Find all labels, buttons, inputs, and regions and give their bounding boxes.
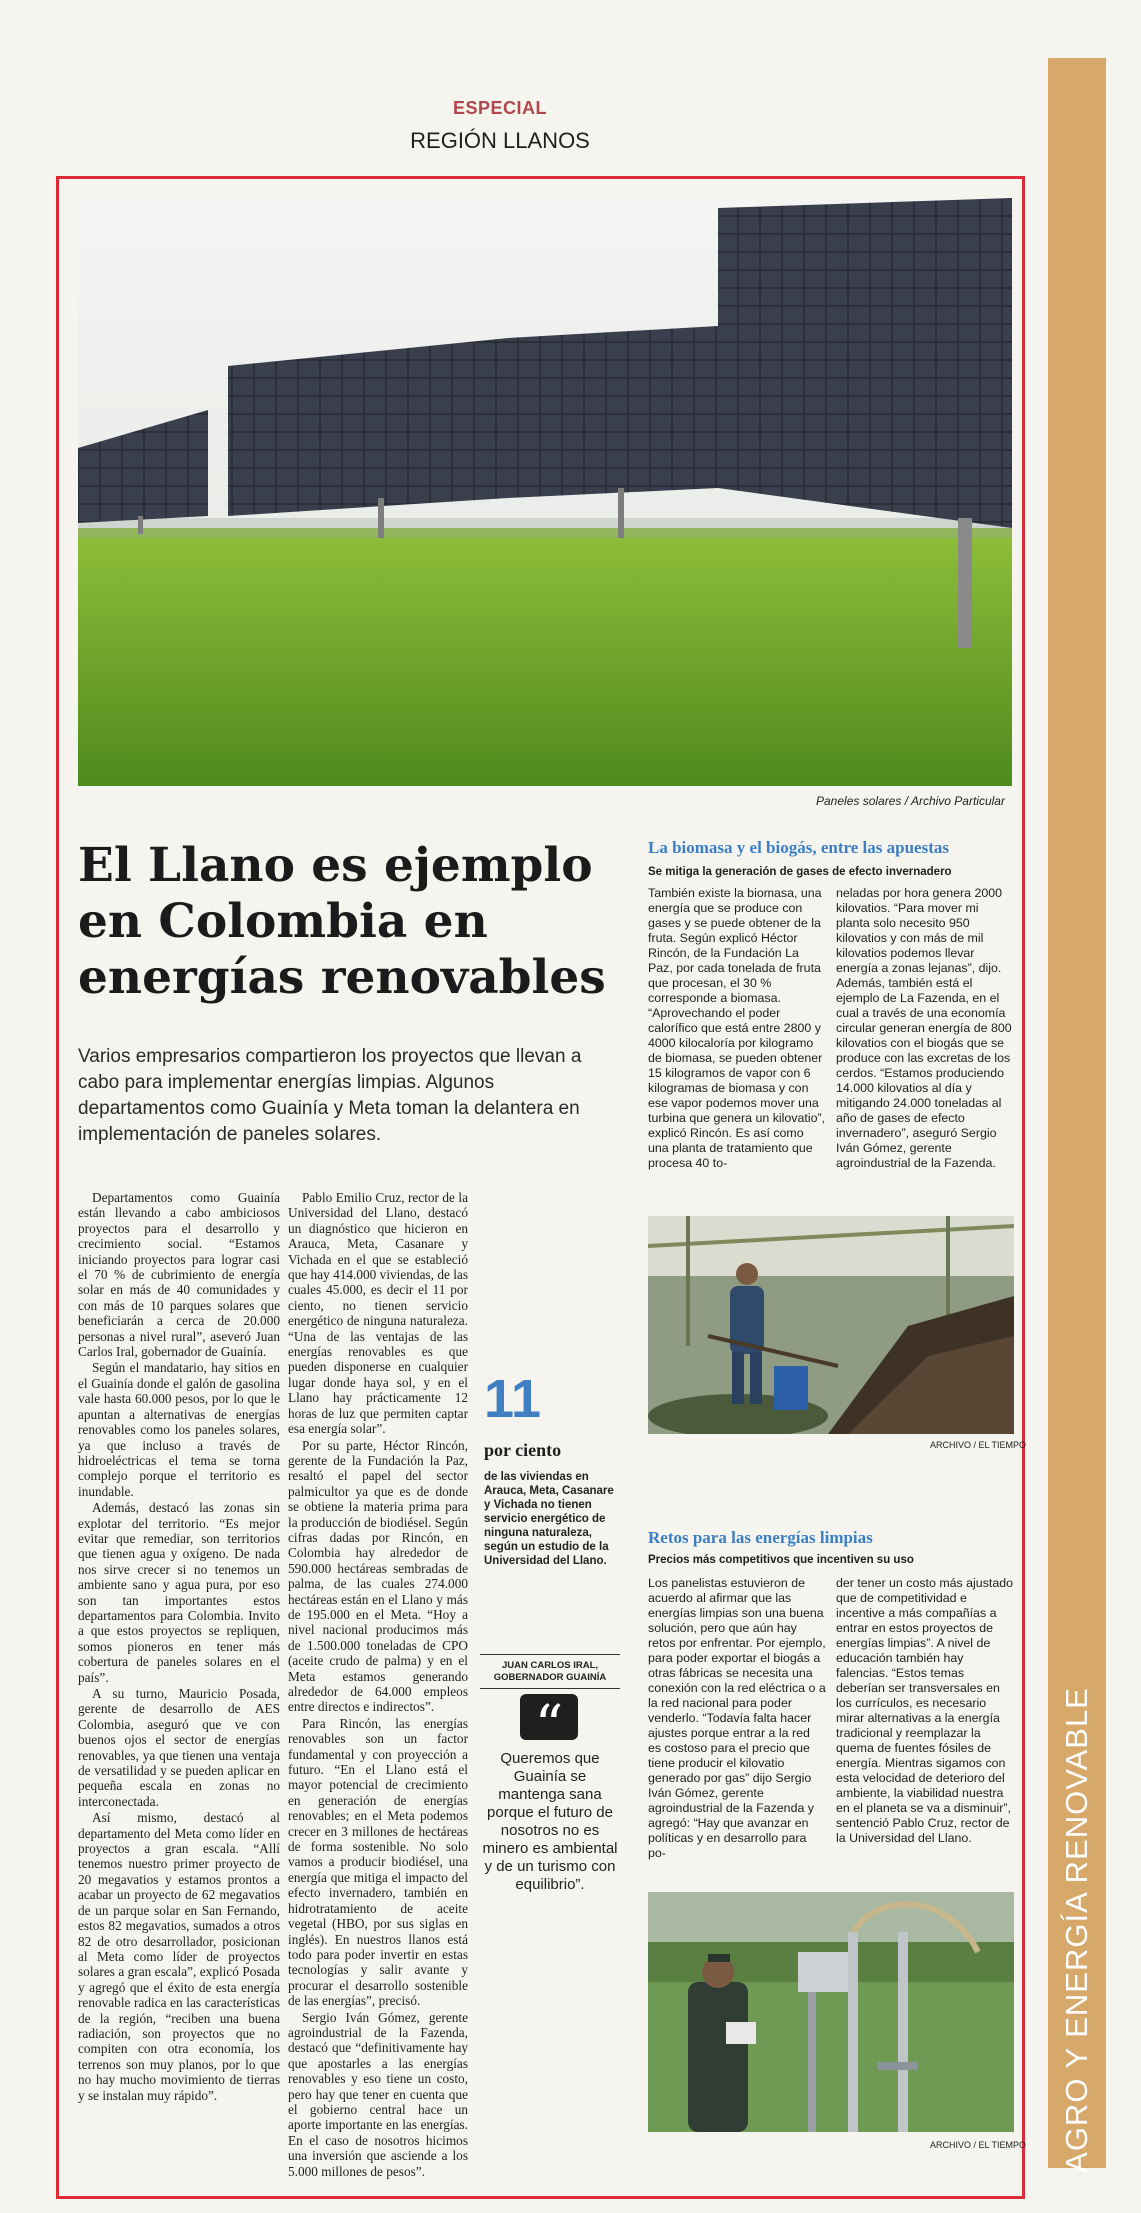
- section-title: REGIÓN LLANOS: [410, 128, 590, 153]
- paragraph: Así mismo, destacó al departamento del Meta como líder en proyectos a gran escala. “Allí tenemos nuestro primer proyecto de 20 megavatios y estamos prontos a acabar un proyecto de 62 megavatios de un parque solar en San Fernando, estos 82 megavatios, sumados a otros 82 de otro desarrollador, posicionan al Meta como líder de proyectos solares a gran escala”, explicó Posada y agregó que el éxito de esta energía renovable radica en las características de la región, “reciben una buena radiación, son proyectos que no compiten con otra economía, los terrenos son muy planos, por lo que no hay mucho movimiento de tierras y se instalan muy rápido”.: [78, 1810, 280, 2103]
- paragraph: Para Rincón, las energías renovables son un factor fundamental y con proyección a futuro. “En el Llano está el mayor potencial de crecimiento en generación de energías renovables; en el Meta podemos crecer en 3 millones de hectáreas de forma sostenible. No solo vamos a producir biodiésel, una energía que mitiga el impacto del efecto invernadero, también en hidrotratamiento de aceite vegetal (HBO, por sus siglas en inglés). En nuestros llanos está todo para poder invertir en estas tecnologías y salir avante y procurar el desarrollo sostenible de las energías”, precisó.: [288, 1715, 468, 2009]
- sidebar-biomasa-col-1: También existe la biomasa, una energía que se produce con gases y se puede obtener de la fruta. Según explicó Héctor Rincón, de la Fundación La Paz, por cada tonelada de fruta que procesan, el 30 % corresponde a biomasa. “Aprovechando el poder calorífico que está entre 2800 y 4000 kilocaloría por kilogramo de biomasa, se pueden obtener 15 kilogramos de vapor con 6 kilogramas de biomasa y con ese vapor podemos mover una turbina que genera un kilovatio”, explicó Rincón. Es así como una planta de tratamiento que procesa 40 to-: [648, 886, 826, 1170]
- paragraph: A su turno, Mauricio Posada, gerente de desarrollo de AES Colombia, aseguró que ve con buenos ojos el sector de energías renovables, ya que tienen una ventaja de versatilidad y se pueden aplicar en pequeña escala en zonas no interconectada.: [78, 1686, 280, 1809]
- paragraph: Sergio Iván Gómez, gerente agroindustrial de la Fazenda, destacó que “definitivamente hay que apostarles a las energías renovables y eso tiene un costo, pero hay que tener en cuenta que el gobierno central hace un aporte importante en las energías. En el caso de nosotros hicimos una inversión que asciende a los 5.000 millones de pesos”.: [288, 2009, 468, 2179]
- paragraph: Por su parte, Héctor Rincón, gerente de la Fundación la Paz, resaltó el papel del sector palmicultor ya que es de donde se obtiene la materia prima para la producción de biodiésel. Según cifras dadas por Rincón, en Colombia hay alrededor de 590.000 hectáreas sembradas de palma, de las cuales 274.000 hectáreas están en el Llano y más de 195.000 en el Meta. “Hoy a nivel nacional producimos más de 1.500.000 toneladas de CPO (aceite crudo de palma) y en el Meta estamos generando alrededor de 64.000 empleos entre directos e indirectos”.: [288, 1437, 468, 1715]
- photo-technician-biogas-equipment: [648, 1892, 1014, 2132]
- hero-photo-solar-panels: [78, 198, 1012, 786]
- paragraph: Según el mandatario, hay sitios en el Guainía donde el galón de gasolina vale hasta 60.000 pesos, por lo que le apuntan a alternativas de energías renovables como los paneles solares, ya que incluso a través de hidroeléctricas el tema se torna complejo porque el territorio es inundable.: [78, 1360, 280, 1499]
- stat-unit: por ciento: [484, 1440, 562, 1460]
- quote-mark-icon: “: [520, 1694, 578, 1740]
- paragraph: Pablo Emilio Cruz, rector de la Universidad del Llano, destacó un diagnóstico que hicieron en Arauca, Meta, Casanare y Vichada en el que se estableció que hay 414.000 viviendas, de las cuales 45.000, es decir el 11 por ciento, no tienen servicio energético de ninguna naturaleza. “Una de las ventajas de las energías renovables es que pueden disponerse en cualquier lugar donde haya sol, y en el Llano hay prácticamente 12 horas de luz que permiten captar esa energía solar”.: [288, 1190, 468, 1437]
- kicker: ESPECIAL: [452, 98, 548, 118]
- body-column-2: [288, 1190, 468, 2180]
- stat-note: de las viviendas en Arauca, Meta, Casanare y Vichada no tienen servicio energético de ninguna naturaleza, según un estudio de la Universidad del Llano.: [484, 1471, 614, 1567]
- quote-rule-top: [480, 1654, 620, 1655]
- paragraph: Departamentos como Guainía están llevando a cabo ambiciosos proyectos para el desarrollo y crecimiento social. “Estamos iniciando proyectos para lograr casi el 70 % de cubrimiento de energía solar en más de 40 comunidades y con más de 10 parques solares que beneficiarán a cerca de 20.000 personas a nivel rural”, aseveró Juan Carlos Iral, gobernador de Guainía.: [78, 1190, 280, 1360]
- headline: El Llano es ejemplo en Colombia en energías renovables: [78, 838, 606, 1005]
- sidebar-title-biomasa: La biomasa y el biogás, entre las apuestas: [648, 838, 949, 857]
- sidebar-title-retos: Retos para las energías limpias: [648, 1528, 873, 1547]
- sidebar-dek-retos: Precios más competitivos que incentiven su uso: [648, 1554, 914, 1566]
- photo-worker-shoveling-biomass: [648, 1216, 1014, 1434]
- intro-dek: Varios empresarios compartieron los proyectos que llevan a cabo para implementar energías limpias. Algunos departamentos como Guainía y Meta toman la delantera en implementación de paneles solares.: [78, 1046, 582, 1145]
- sidebar-retos-col-2: der tener un costo más ajustado que de competitividad e incentive a más compañías a entrar en estos proyectos de energías limpias”. A nivel de educación también hay falencias. “Estos temas deberían ser transversales en los currículos, es necesario mirar alternativas a la energía tradicional y reemplazar la quema de fuentes fósiles de energía. Mientras sigamos con esta velocidad de deterioro del ambiente, la viabilidad nuestra en el planeta se va a disminuir”, sentenció Pablo Cruz, rector de la Universidad del Llano.: [836, 1576, 1014, 1845]
- stat-number: 11: [484, 1369, 542, 1429]
- body-column-1: [78, 1190, 280, 2104]
- photo-caption-retos: ARCHIVO / EL TIEMPO: [930, 2140, 1027, 2150]
- hero-caption: Paneles solares / Archivo Particular: [816, 794, 1005, 808]
- quote-attribution: JUAN CARLOS IRAL, GOBERNADOR GUAINÍA: [493, 1660, 607, 1683]
- sidebar-biomasa-col-2: neladas por hora genera 2000 kilovatios. “Para mover mi planta solo necesito 950 kilovatios y con más de mil kilovatios podemos llevar energía a zonas lejanas”, dijo. Además, también está el ejemplo de La Fazenda, en el cual a través de una economía circular generan energía de 800 kilovatios con el biogás que se produce con las excretas de los cerdos. “Estamos produciendo 14.000 kilovatios al día y mitigando 24.000 toneladas al año de gases de efecto invernadero”, aseguró Sergio Iván Gómez, gerente agroindustrial de la Fazenda.: [836, 886, 1012, 1170]
- pull-quote: Queremos que Guainía se mantenga sana porque el futuro de nosotros no es minero es ambiental y de un turismo con equilibrio”.: [482, 1750, 618, 1893]
- photo-caption-biomasa: ARCHIVO / EL TIEMPO: [930, 1440, 1027, 1450]
- quote-rule-bottom: [480, 1688, 620, 1689]
- sidebar-retos-col-1: Los panelistas estuvieron de acuerdo al afirmar que las energías limpias son una buena solución, pero que aún hay retos por enfrentar. Por ejemplo, para poder exportar el biogás a otras fábricas se necesita una conexión con la red eléctrica o a la red nacional para poder venderlo. “Todavía falta hacer ajustes porque entrar a la red es costoso para el precio que tiene producir el kilovatio generado por gas” dijo Sergio Iván Gómez, gerente agroindustrial de la Fazenda y agregó: “Hay que avanzar en políticas y en desarrollo para po-: [648, 1576, 826, 1860]
- paragraph: Además, destacó las zonas sin explotar del territorio. “Es mejor evitar que remediar, son territorios que tienen agua y oxígeno. De nada nos sirve crecer si no tenemos un ambiente sano y agua pura, por eso son tan importantes estos departamentos para Colombia. Invito a que estos proyectos se repliquen, somos pioneros en tener más cobertura de paneles solares en el país”.: [78, 1500, 280, 1685]
- section-vertical-label: AGRO Y ENERGÍA RENOVABLE: [1059, 1687, 1094, 2173]
- sidebar-dek-biomasa: Se mitiga la generación de gases de efecto invernadero: [648, 866, 952, 878]
